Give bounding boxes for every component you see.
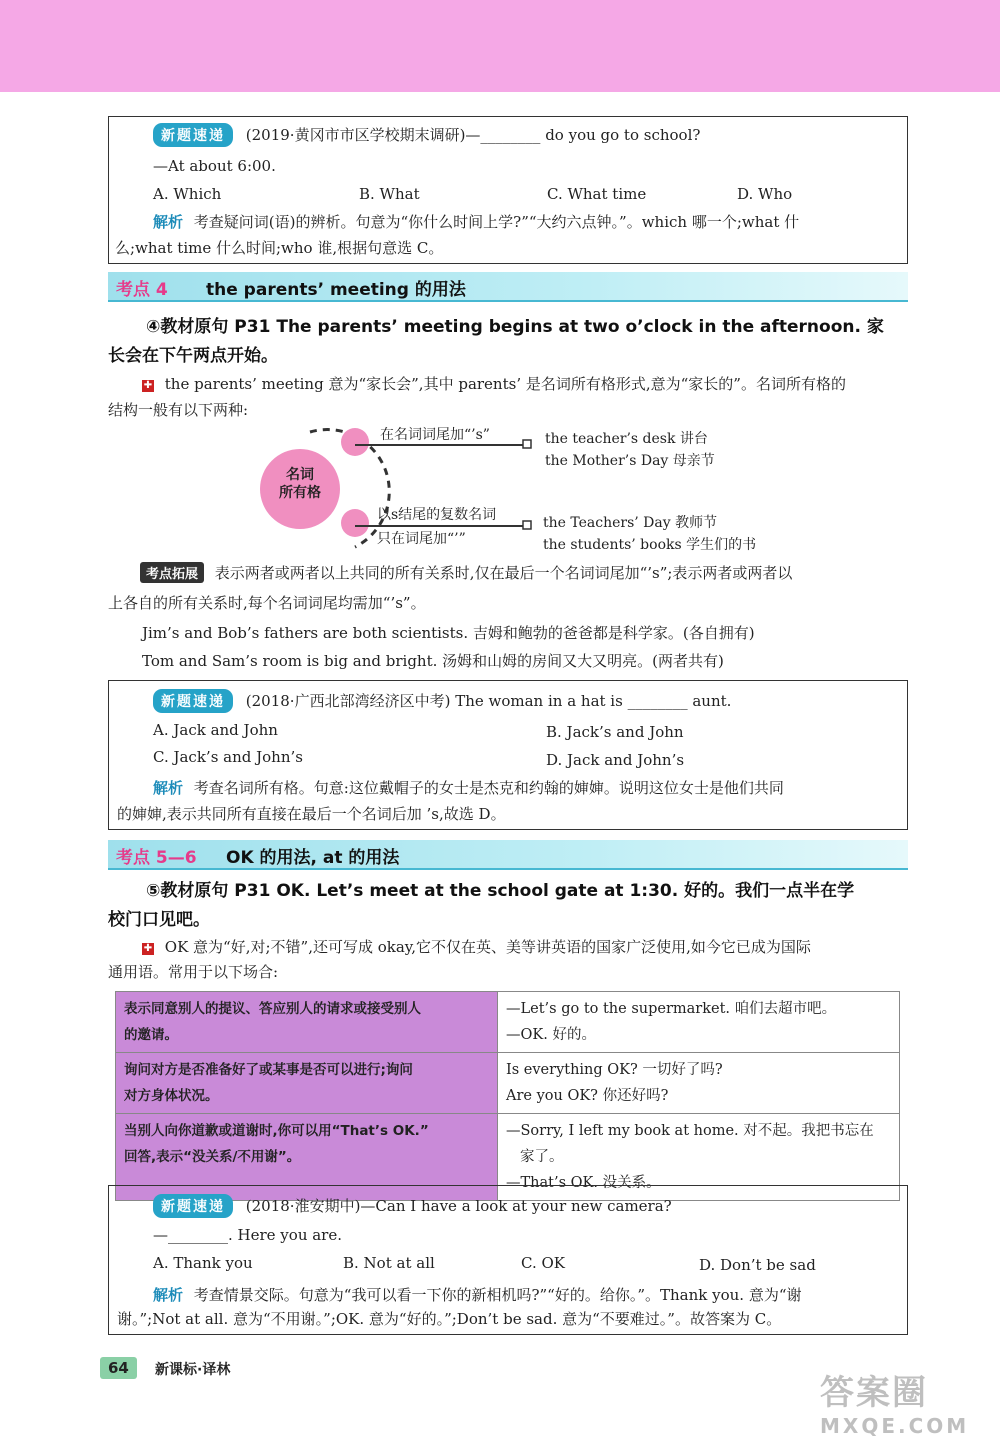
q1-option-c: C. What time [547, 185, 647, 203]
q1-analysis-line2: 么;what time 什么时间;who 谁,根据句意选 C。 [115, 239, 444, 257]
ok-usage-table [115, 991, 900, 1201]
section-4-note-line2: 结构一般有以下两种: [108, 401, 249, 419]
q3-source: (2018·淮安期中)—Can I have a look at your new camera? [245, 1197, 672, 1215]
series-name: 新课标·译林 [155, 1362, 231, 1378]
q2-analysis-line1 [153, 777, 784, 798]
diagram-branch-1-example-2: the Mother’s Day 母亲节 [545, 453, 715, 469]
q1-option-d: D. Who [737, 185, 793, 203]
quick-question-box-2 [108, 680, 908, 830]
watermark-text: MXQE.COM [820, 1414, 970, 1438]
diagram-branch-1-example-1: the teacher’s desk 讲台 [545, 431, 708, 447]
watermark-logo-graphic: 答案圈 [820, 1373, 928, 1413]
q3-tag: 新题速递 [153, 1194, 233, 1218]
top-color-band [0, 0, 1000, 92]
q1-analysis-text1: 考查疑问词(语)的辨析。句意为“你什么时间上学?”“大约六点钟。”。which 哪一个;what 什 [193, 213, 800, 231]
cell-text: —Let’s go to the supermarket. 咱们去超市吧。 [506, 1001, 837, 1017]
table-cell-situation [116, 1053, 498, 1114]
section-5-6-header [108, 840, 908, 870]
cell-text: 家了。 [520, 1149, 564, 1165]
section-4-original-line2: 长会在下午两点开始。 [108, 346, 278, 366]
section-4-original-line1: ④教材原句 P31 The parents’ meeting begins at two o’clock in the afternoon. 家 [146, 317, 884, 337]
diagram-center-line1: 名词 [286, 467, 314, 483]
section-5-6-note-line2: 通用语。常用于以下场合: [108, 963, 279, 981]
q1-source: (2019·黄冈市市区学校期末调研)—________ do you go to school? [245, 126, 701, 144]
table-cell-situation [116, 992, 498, 1053]
section-4-note-text1: the parents’ meeting 意为“家长会”,其中 parents’ 是名词所有格形式,意为“家长的”。名词所有格的 [164, 375, 846, 393]
cell-text: —That’s OK. 没关系。 [506, 1175, 661, 1191]
section-5-6-original-line2: 校门口见吧。 [108, 910, 210, 930]
page-number: 64 [100, 1357, 137, 1379]
q2-analysis-text1: 考查名词所有格。句意:这位戴帽子的女士是杰克和约翰的婶婶。说明这位女士是他们共同 [193, 779, 784, 797]
cell-text: 对方身体状况。 [124, 1088, 219, 1104]
q3-analysis-line1 [153, 1284, 802, 1305]
cell-text: 表示同意别人的提议、答应别人的请求或接受别人 [124, 1001, 421, 1017]
section-4-header [108, 272, 908, 302]
extension-text1: 表示两者或两者以上共同的所有关系时,仅在最后一个名词词尾加“’s”;表示两者或两者以 [214, 564, 793, 582]
section-4-title: the parents’ meeting 的用法 [206, 280, 466, 300]
q1-option-b: B. What [359, 185, 420, 203]
q1-answer-line: —At about 6:00. [153, 157, 276, 175]
extension-example-2: Tom and Sam’s room is big and bright. 汤姆和山姆的房间又大又明亮。(两者共有) [142, 652, 724, 670]
diagram-node-1 [341, 428, 369, 456]
q3-option-d: D. Don’t be sad [699, 1256, 816, 1274]
cell-text: 询问对方是否准备好了或某事是否可以进行;询问 [124, 1062, 413, 1078]
cell-text: —OK. 好的。 [506, 1027, 596, 1043]
diagram-end-box-1 [523, 440, 531, 448]
q1-analysis-label: 解析 [153, 213, 184, 231]
q2-header [153, 689, 731, 713]
table-cell-example [498, 992, 900, 1053]
q3-analysis-line2: 谢。”;Not at all. 意为“不用谢。”;OK. 意为“好的。”;Don’t be sad. 意为“不要难过。”。故答案为 C。 [117, 1310, 782, 1328]
cell-text: Are you OK? 你还好吗? [506, 1088, 669, 1104]
cell-text: 当别人向你道歉或道谢时,你可以用“That’s OK.” [124, 1123, 429, 1139]
q2-tag: 新题速递 [153, 689, 233, 713]
section-5-6-label: 考点 5—6 [116, 848, 197, 868]
section-5-6-note-line1 [142, 936, 811, 957]
table-row [116, 992, 900, 1053]
diagram-end-box-2 [523, 521, 531, 529]
cell-text: Is everything OK? 一切好了吗? [506, 1062, 723, 1078]
cell-text: —Sorry, I left my book at home. 对不起。我把书忘在 [506, 1123, 874, 1139]
section-5-6-title: OK 的用法, at 的用法 [226, 848, 400, 868]
q2-option-c: C. Jack’s and John’s [153, 748, 303, 766]
q2-option-a: A. Jack and John [153, 721, 278, 739]
plus-bullet-icon: ✚ [143, 380, 153, 391]
diagram-node-2 [341, 509, 369, 537]
quick-question-box-3 [108, 1185, 908, 1335]
q1-header [153, 123, 700, 147]
cell-text: 的邀请。 [124, 1027, 178, 1043]
section-4-label: 考点 4 [116, 280, 168, 300]
section-5-6-note-text1: OK 意为“好,对;不错”,还可写成 okay,它不仅在英、美等讲英语的国家广泛使用,如今它已成为国际 [164, 938, 811, 956]
diagram-branch-2-label-2: 只在词尾加“’” [377, 531, 466, 547]
q2-option-b: B. Jack’s and John [546, 723, 684, 741]
q2-analysis-line2: 的婶婶,表示共同所有直接在最后一个名词后加 ’s,故选 D。 [117, 805, 506, 823]
table-cell-example [498, 1053, 900, 1114]
plus-bullet-icon: ✚ [143, 943, 153, 954]
q3-analysis-text1: 考查情景交际。句意为“我可以看一下你的新相机吗?”“好的。给你。”。Thank you. 意为“谢 [193, 1286, 802, 1304]
extension-line2: 上各自的所有关系时,每个名词词尾均需加“’s”。 [108, 594, 426, 612]
table-row [116, 1053, 900, 1114]
q3-option-b: B. Not at all [343, 1254, 435, 1272]
diagram-center-label [276, 466, 324, 502]
q1-tag: 新题速递 [153, 123, 233, 147]
q3-header [153, 1194, 672, 1218]
q3-analysis-label: 解析 [153, 1286, 184, 1304]
extension-tag: 考点拓展 [140, 562, 204, 583]
diagram-branch-2-label-1: 以s结尾的复数名词 [377, 507, 497, 523]
quick-question-box-1 [108, 116, 908, 264]
q2-source: (2018·广西北部湾经济区中考) The woman in a hat is ________ aunt. [245, 692, 732, 710]
diagram-branch-2-example-2: the students’ books 学生们的书 [543, 537, 757, 553]
diagram-branch-2-example-1: the Teachers’ Day 教师节 [543, 515, 718, 531]
q3-answer-line: —________. Here you are. [153, 1226, 343, 1244]
q1-analysis-line1 [153, 211, 799, 232]
extension-line1 [140, 562, 792, 583]
q3-option-a: A. Thank you [153, 1254, 253, 1272]
watermark-logo [820, 1365, 969, 1438]
section-4-note-line1 [142, 373, 846, 394]
q2-analysis-label: 解析 [153, 779, 184, 797]
cell-text: 回答,表示“没关系/不用谢”。 [124, 1149, 301, 1165]
diagram-center-line2: 所有格 [279, 485, 321, 501]
q2-option-d: D. Jack and John’s [546, 751, 685, 769]
diagram-branch-1-label: 在名词词尾加“’s” [380, 427, 490, 443]
q1-option-a: A. Which [153, 185, 222, 203]
section-5-6-original-line1: ⑤教材原句 P31 OK. Let’s meet at the school gate at 1:30. 好的。我们一点半在学 [146, 881, 855, 901]
q3-option-c: C. OK [521, 1254, 565, 1272]
extension-example-1: Jim’s and Bob’s fathers are both scientists. 吉姆和鲍勃的爸爸都是科学家。(各自拥有) [142, 624, 755, 642]
